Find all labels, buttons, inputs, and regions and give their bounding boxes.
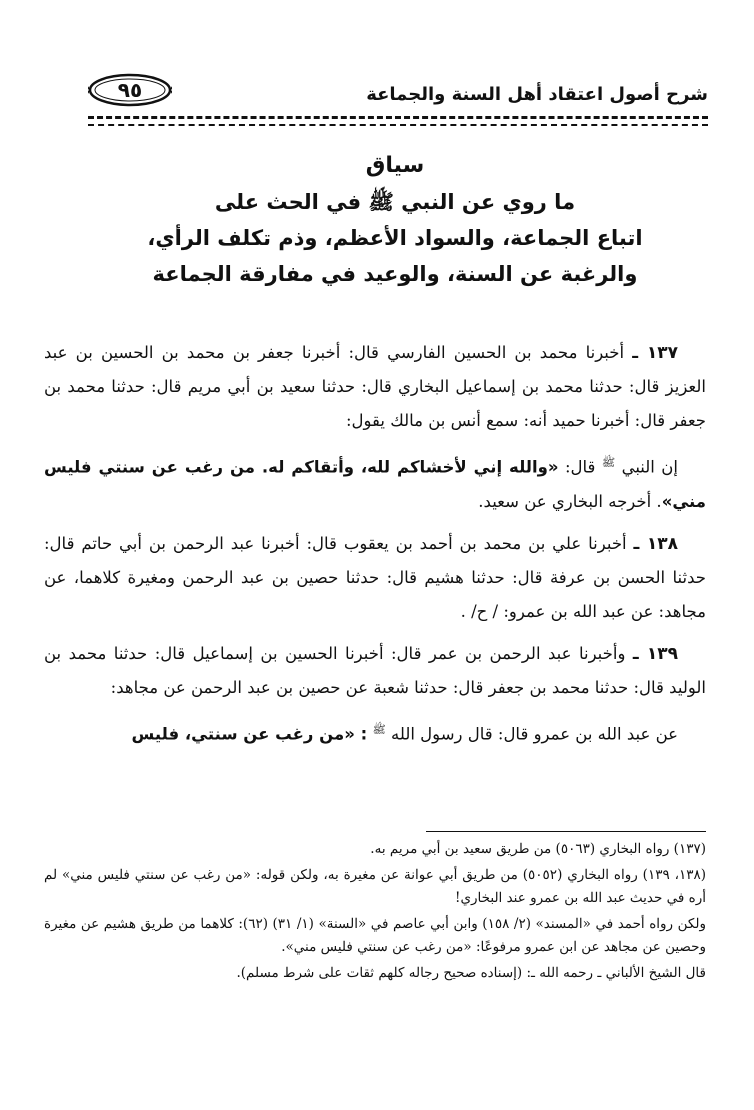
hadith-text: : «من رغب عن سنتي، فليس <box>131 724 368 743</box>
narration-text: أخبرنا علي بن محمد بن أحمد بن يعقوب قال: أخبرنا عبد الرحمن بن أبي حاتم قال: حدثنا الحسن بن عرفة قال: حدثنا هشيم قال: حدثنا حصين بن عبد الرحمن ومغيرة كلاهما، عن مجاهد: عن عبد الله بن عمرو: / ح/ . <box>44 533 706 621</box>
chapter-heading <box>95 148 695 292</box>
book-title: شرح أصول اعتقاد أهل السنة والجماعة <box>366 84 708 105</box>
footnote: (١٣٨، ١٣٩) رواه البخاري (٥٠٥٢) من طريق أبي عوانة عن مغيرة به، ولكن قوله: «من رغب عن سنتي فليس مني» لم أره في حديث عبد الله بن عمرو عند البخاري! <box>44 866 706 906</box>
page-number: ٩٥ <box>117 78 143 102</box>
narration-paragraph <box>44 637 706 705</box>
narration-text: وأخبرنا عبد الرحمن بن عمر قال: أخبرنا الحسين بن إسماعيل قال: حدثنا محمد بن الوليد قال: حدثنا محمد بن جعفر قال: حدثنا شعبة عن حصين بن عبد الرحمن عن مجاهد: <box>44 643 706 697</box>
chapter-heading-line: اتباع الجماعة، والسواد الأعظم، وذم تكلف الرأي، <box>147 226 643 250</box>
hadith-text: «والله إني لأخشاكم لله، وأتقاكم له. من رغب عن سنتي فليس مني» <box>44 457 706 511</box>
hadith-intro: إن النبي <box>621 457 678 477</box>
chapter-heading-line: ما روي عن النبي ﷺ في الحث على <box>214 190 576 214</box>
hadith-said: قال: <box>564 457 596 477</box>
footnote: (١٣٧) رواه البخاري (٥٠٦٣) من طريق سعيد بن أبي مريم به. <box>370 841 706 857</box>
hadith-paragraph <box>44 446 706 519</box>
narration-paragraph <box>44 336 706 438</box>
hadith-paragraph <box>44 713 706 752</box>
chapter-heading-line: سياق <box>365 153 425 178</box>
narration-text: أخبرنا محمد بن الحسين الفارسي قال: أخبرنا جعفر بن محمد بن الحسين بن عبد العزيز قال: حدثنا محمد بن إسماعيل البخاري قال: حدثنا سعيد بن أبي مريم قال: حدثنا محمد بن جعفر قال: أخبرنا حميد أنه: سمع أنس بن مالك يقول: <box>44 343 706 430</box>
footnotes <box>44 838 706 987</box>
narration-number: ١٣٩ ـ <box>632 643 679 664</box>
salutation-mark: ﷺ <box>372 722 386 736</box>
narration-paragraph <box>44 527 706 629</box>
header-divider <box>88 116 708 119</box>
chapter-heading-line: والرغبة عن السنة، والوعيد في مفارقة الجماعة <box>152 262 638 286</box>
hadith-intro: عن عبد الله بن عمرو قال: قال رسول الله <box>391 724 678 743</box>
main-text <box>44 336 706 759</box>
footnote: ولكن رواه أحمد في «المسند» (٢/ ١٥٨) وابن أبي عاصم في «السنة» (١/ ٣١) (٦٢): كلاهما من طريق هشيم عن مغيرة وحصين عن مجاهد عن ابن عمرو مرفوعًا: «من رغب عن سنتي فليس مني». <box>44 915 706 955</box>
narration-number: ١٣٧ ـ <box>632 343 678 363</box>
hadith-source: . أخرجه البخاري عن سعيد. <box>478 491 662 511</box>
salutation-mark: ﷺ <box>601 456 616 469</box>
footnote: قال الشيخ الألباني ـ رحمه الله ـ: (إسناده صحيح رجاله كلهم ثقات على شرط مسلم). <box>236 964 706 981</box>
header-divider-secondary <box>88 124 708 126</box>
footnote-divider <box>426 831 706 832</box>
narration-number: ١٣٨ ـ <box>633 533 679 554</box>
running-header <box>88 70 708 116</box>
